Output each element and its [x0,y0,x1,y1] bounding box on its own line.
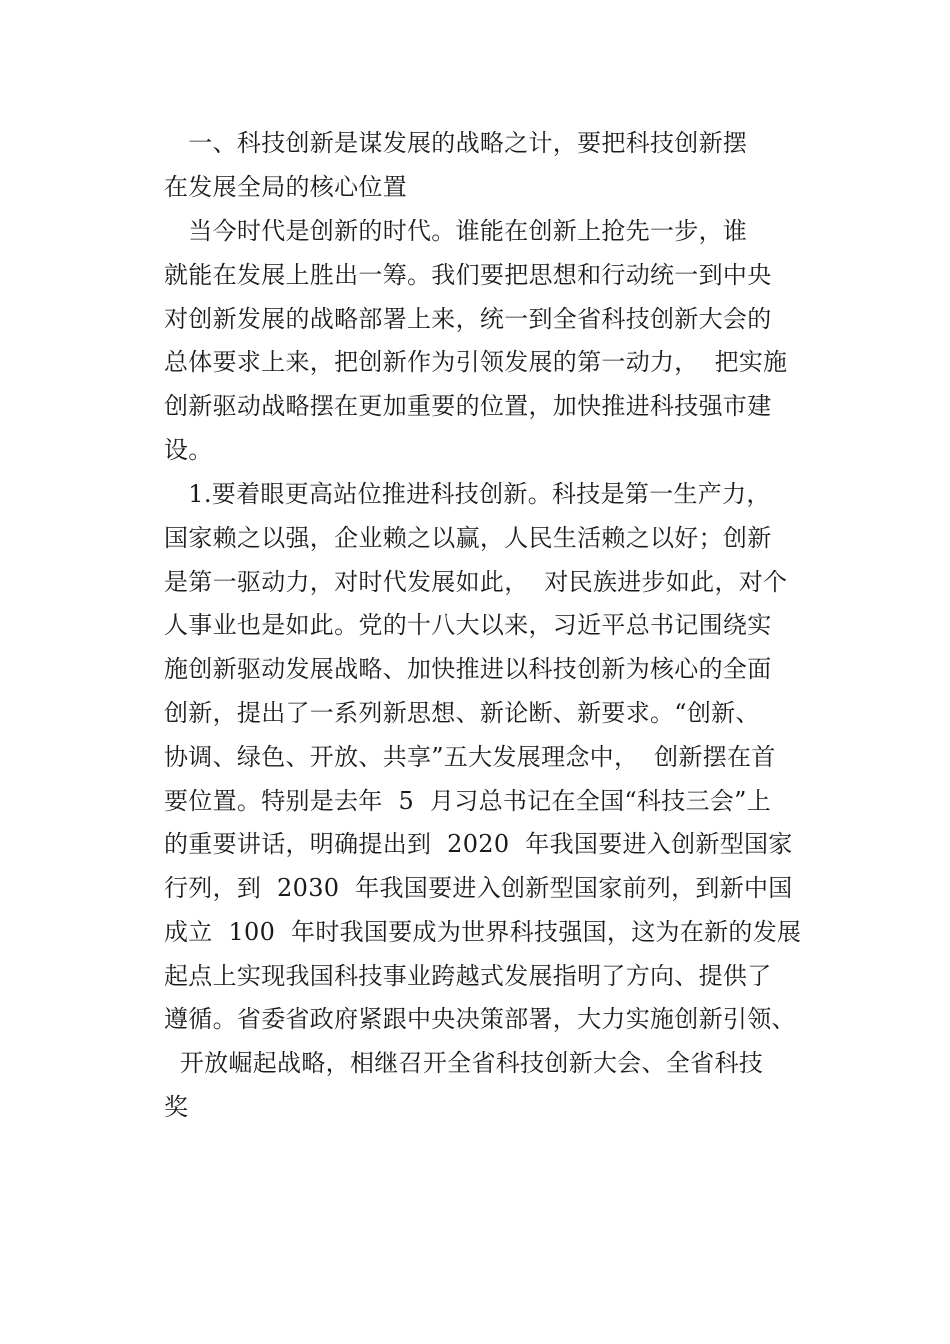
paragraph-line: 总体要求上来，把创新作为引领发展的第一动力， 把实施 [164,348,788,376]
paragraph-line: 1.要着眼更高站位推进科技创新。科技是第一生产力， [164,480,771,508]
paragraph-line: 遵循。省委省政府紧跟中央决策部署，大力实施创新引领、 [164,1005,796,1033]
paragraph-line: 当今时代是创新的时代。谁能在创新上抢先一步，谁 [164,217,748,245]
section-heading-line: 一、科技创新是谋发展的战略之计，要把科技创新摆 [164,129,748,157]
paragraph-line: 的重要讲话，明确提出到 2020 年我国要进入创新型国家 [164,830,793,858]
paragraph-line: 起点上实现我国科技事业跨越式发展指明了方向、提供了 [164,962,772,990]
paragraph-line: 施创新驱动发展战略、加快推进以科技创新为核心的全面 [164,655,772,683]
paragraph-line: 协调、绿色、开放、共享”五大发展理念中， 创新摆在首 [164,743,776,771]
section-heading-line: 在发展全局的核心位置 [164,173,407,201]
paragraph-line: 行列，到 2030 年我国要进入创新型国家前列，到新中国 [164,874,793,902]
paragraph-line: 就能在发展上胜出一筹。我们要把思想和行动统一到中央 [164,261,772,289]
paragraph-line: 创新驱动战略摆在更加重要的位置，加快推进科技强市建 [164,392,772,420]
paragraph-line: 创新，提出了一系列新思想、新论断、新要求。“创新、 [164,699,760,727]
paragraph-line: 要位置。特别是去年 5 月习总书记在全国“科技三会”上 [164,787,772,815]
paragraph-line: 开放崛起战略，相继召开全省科技创新大会、全省科技 [164,1049,764,1077]
paragraph-line: 人事业也是如此。党的十八大以来，习近平总书记围绕实 [164,611,772,639]
paragraph-line: 成立 100 年时我国要成为世界科技强国，这为在新的发展 [164,918,802,946]
paragraph-line: 对创新发展的战略部署上来，统一到全省科技创新大会的 [164,305,772,333]
paragraph-line: 是第一驱动力，对时代发展如此， 对民族进步如此，对个 [164,568,788,596]
paragraph-line: 奖 [164,1093,189,1121]
paragraph-line: 国家赖之以强，企业赖之以赢，人民生活赖之以好；创新 [164,524,772,552]
paragraph-line: 设。 [164,436,213,464]
